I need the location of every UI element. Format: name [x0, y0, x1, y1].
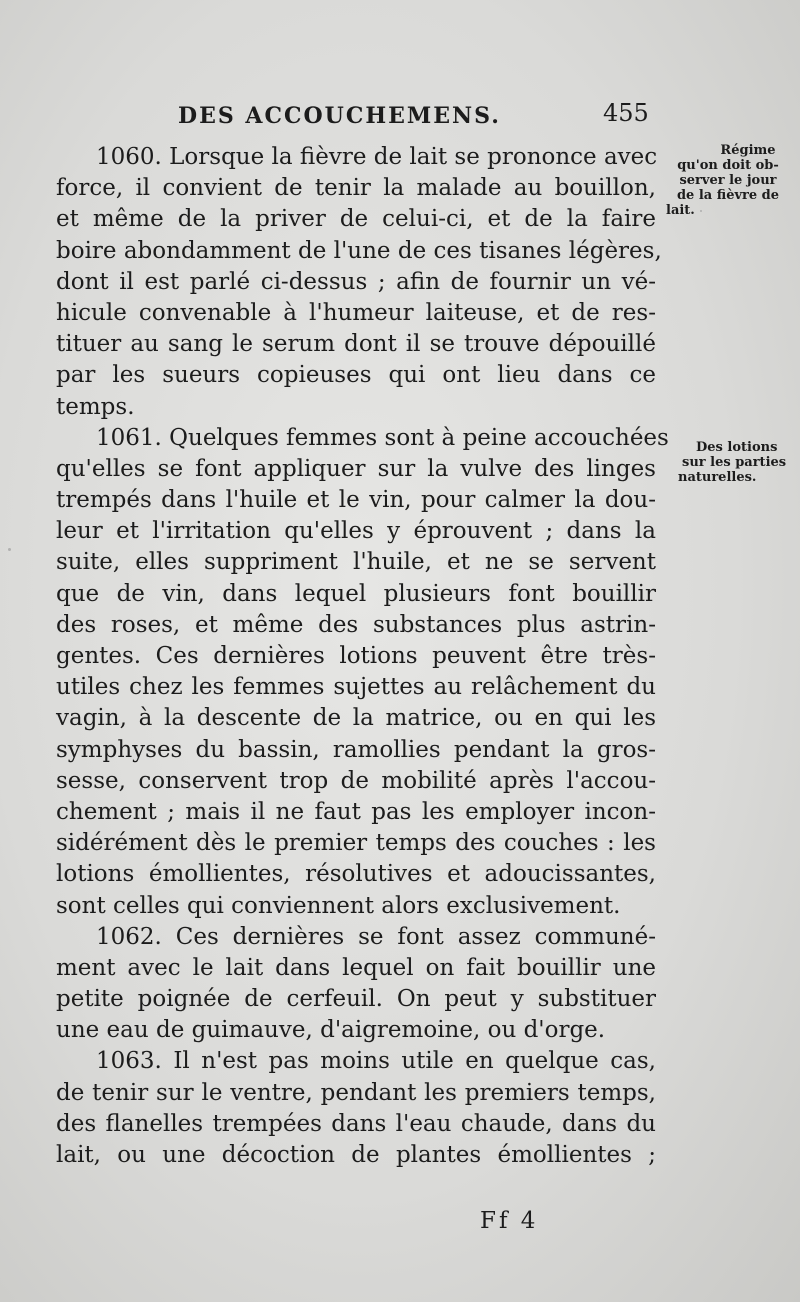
margin-note-line: lait. [666, 203, 695, 218]
page-number: 455 [603, 99, 649, 127]
text-line: par les sueurs copieuses qui ont lieu dans ce [56, 362, 656, 389]
text-line: une eau de guimauve, d'aigremoine, ou d'orge. [56, 1017, 606, 1044]
text-line: qu'elles se font appliquer sur la vulve des linges [56, 455, 656, 482]
text-line: symphyses du bassin, ramollies pendant la gros- [56, 736, 656, 763]
text-line: hicule convenable à l'humeur laiteuse, et de res- [56, 299, 656, 326]
text-line: tituer au sang le serum dont il se trouve dépouillé [56, 331, 656, 358]
text-line: suite, elles suppriment l'huile, et ne se servent [56, 549, 656, 576]
text-line: des flanelles trempées dans l'eau chaude, dans du [56, 1110, 656, 1137]
text-line: petite poignée de cerfeuil. On peut y substituer [56, 986, 656, 1013]
text-line: boire abondamment de l'une de ces tisanes légères, [56, 237, 662, 264]
text-line: sesse, conservent trop de mobilité après l'accou- [56, 767, 656, 794]
body-text [56, 142, 669, 1171]
text-line: gentes. Ces dernières lotions peuvent être très- [56, 643, 656, 669]
text-line: 1062. Ces dernières se font assez communé- [96, 923, 656, 950]
margin-note-line: Des lotions [696, 440, 778, 455]
margin-note-line: qu'on doit ob- [677, 158, 779, 173]
text-line: temps. [56, 393, 135, 420]
text-line: leur et l'irritation qu'elles y éprouvent ; dans la [56, 518, 656, 545]
text-line: lait, ou une décoction de plantes émollientes ; [56, 1142, 656, 1168]
text-line: des roses, et même des substances plus astrin- [56, 611, 656, 638]
margin-note-regime [660, 143, 796, 218]
margin-note-line: server le jour [679, 173, 777, 188]
text-line: 1061. Quelques femmes sont à peine accouchées [96, 424, 669, 451]
text-line: chement ; mais il ne faut pas les employer incon- [56, 798, 656, 825]
text-line: sont celles qui conviennent alors exclusivement. [56, 892, 621, 919]
paper-speck [700, 210, 702, 212]
running-title: DES ACCOUCHEMENS. [178, 103, 501, 129]
margin-note-line: naturelles. [678, 470, 757, 485]
text-line: de tenir sur le ventre, pendant les premiers temps, [56, 1079, 656, 1106]
text-line: utiles chez les femmes sujettes au relâchement du [56, 674, 656, 701]
text-line: que de vin, dans lequel plusieurs font bouillir [56, 580, 656, 607]
margin-note-line: de la fièvre de [676, 188, 780, 203]
text-line: force, il convient de tenir la malade au bouillon, [56, 175, 656, 202]
text-line: dont il est parlé ci-dessus ; afin de fournir un vé- [56, 268, 656, 295]
page-header [178, 99, 658, 143]
text-line: ment avec le lait dans lequel on fait bouillir une [56, 954, 656, 981]
text-line: sidérément dès le premier temps des couches : les [56, 830, 656, 857]
text-line: 1063. Il n'est pas moins utile en quelque cas, [96, 1048, 656, 1075]
text-line: lotions émollientes, résolutives et adoucissantes, [56, 861, 656, 888]
text-line: trempés dans l'huile et le vin, pour calmer la dou- [56, 487, 656, 514]
margin-note-line: Régime [720, 143, 776, 158]
text-line: vagin, à la descente de la matrice, ou en qui les [56, 705, 656, 732]
paper-speck [8, 548, 11, 551]
margin-note-line: sur les parties [682, 455, 787, 470]
text-line: 1060. Lorsque la fièvre de lait se prononce avec [96, 144, 658, 170]
signature-mark: Ff 4 [480, 1208, 539, 1234]
text-line: et même de la priver de celui-ci, et de la faire [56, 206, 656, 233]
margin-note-lotions [678, 440, 798, 485]
